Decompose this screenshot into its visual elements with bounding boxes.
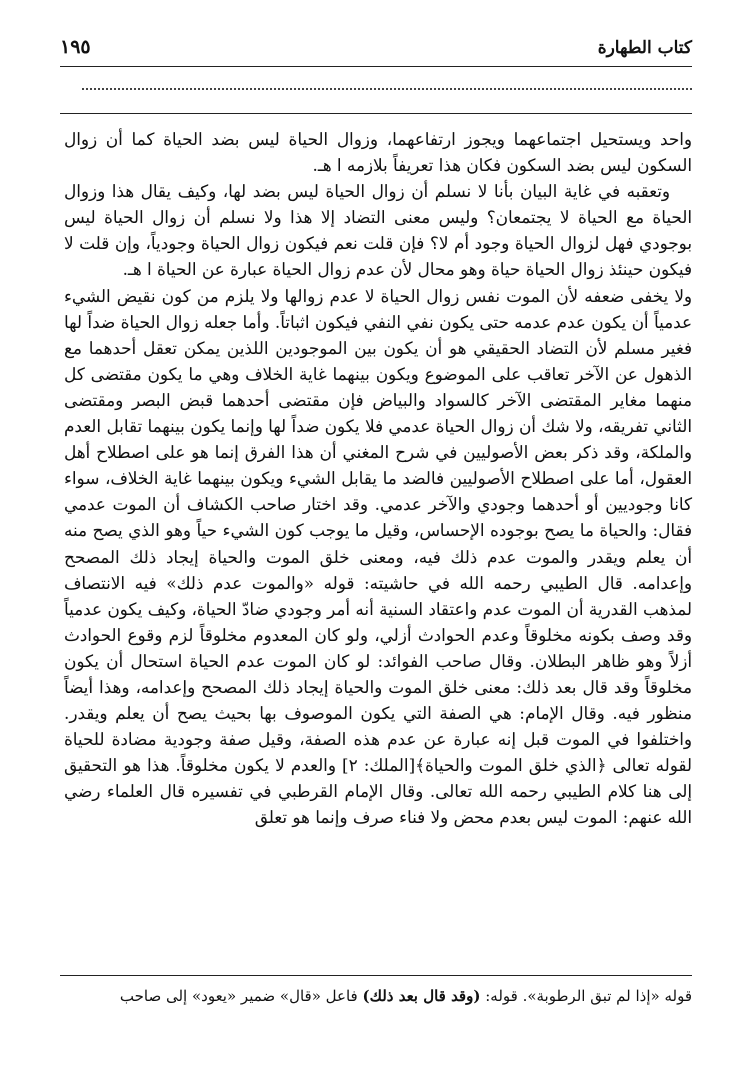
text-top-rule (60, 113, 692, 114)
page-number: ١٩٥ (60, 36, 91, 58)
header-rule (60, 66, 692, 67)
footnote-rest: فاعل «قال» ضمير «يعود» إلى صاحب (119, 987, 363, 1005)
footnote-quote: (وقد قال بعد ذلك) (362, 987, 481, 1005)
header-dotted-rule (82, 88, 692, 90)
footnote-rule (60, 975, 692, 976)
paragraph: ولا يخفى ضعفه لأن الموت نفس زوال الحياة لا عدم زوالها ولا يلزم من كون نقيض الشيء عدمياً أن يكون عدم عدمه حتى يكون نفي النفي فيكون اثباتاً. وأما جعله زوال الحياة ضداً لها فغير مسلم لأن التضاد الحقيقي هو أن يكون بين الموجودين اللذين يمكن تعقل أحدهما مع الذهول عن الآخر تعاقب على الموضوع ويكون بينهما غاية الخلاف وهي ما يكون مقتضى كل منهما مغاير المقتضى الآخر كالسواد والبياض فإن مقتضى أحدهما قبض البصر ومقتضى الثاني تفريقه، ولا شك أن زوال الحياة عدمي فلا يكون ضداً لها وإنما يكون بينهما تقابل العدم والملكة، وقد ذكر بعض الأصوليين في شرح المغني أن هذا الفرق إنما هو على اصطلاح أهل العقول، أما على اصطلاح الأصوليين فالضد ما يقابل الشيء ويكون بينهما غاية الخلاف، سواء كانا وجوديين أو أحدهما وجودي والآخر عدمي. وقد اختار صاحب الكشاف أن الموت عدمي فقال: والحياة ما يصح بوجوده الإحساس، وقيل ما يوجب كون الشيء حياً وهو الذي يصح منه أن يعلم ويقدر والموت عدم ذلك فيه، ومعنى خلق الموت والحياة إيجاد ذلك المصحح وإعدامه. قال الطيبي رحمه الله في حاشيته: قوله «والموت عدم ذلك» فيه الانتصاف لمذهب القدرية أن الموت عدم واعتقاد السنية أنه أمر وجودي ضادّ الحياة، وكيف يكون عدمياً وقد وصف بكونه مخلوقاً وعدم الحوادث أزلي، ولو كان المعدوم مخلوقاً لزم وقوع الحوادث أزلاً وهو ظاهر البطلان. وقال صاحب الفوائد: لو كان الموت عدم الحياة استحال أن يكون مخلوقاً وقد قال بعد ذلك: معنى خلق الموت والحياة إيجاد ذلك المصحح وإعدامه، وهذا أيضاً منظور فيه. وقال الإمام: هي الصفة التي يكون الموصوف بها بحيث يصح أن يعلم ويقدر. واختلفوا في الموت قبل إنه عبارة عن عدم هذه الصفة، وقيل صفة وجودية مضادة للحياة لقوله تعالى ﴿الذي خلق الموت والحياة﴾[الملك: ٢] والعدم لا يكون مخلوقاً. هذا هو التحقيق إلى هنا كلام الطيبي رحمه الله تعالى. وقال الإمام القرطبي في تفسيره قال العلماء رضي الله عنهم: الموت ليس بعدم محض ولا فناء صرف وإنما هو تعلق (64, 285, 692, 828)
footnote (64, 985, 692, 1007)
footnote-lead: قوله «إذا لم تبق الرطوبة». قوله: (480, 987, 692, 1005)
main-text (64, 126, 692, 831)
page-header (60, 34, 692, 64)
running-title: كتاب الطهارة (597, 38, 692, 58)
paragraph: وتعقبه في غاية البيان بأنا لا نسلم أن زوال الحياة ليس بضد لها، وكيف يقال هذا وزوال الحياة مع الحياة لا يجتمعان؟ وليس معنى التضاد إلا هذا ولا نسلم أن زوال الحياة ليس بوجودي فهل لزوال الحياة وجود أم لا؟ فإن قلت نعم فيكون زوال الحياة وجودياً، وإن قلت لا فيكون حينئذ زوال الحياة حياة وهو محال لأن عدم زوال الحياة عبارة عن الحياة ا هـ. (64, 181, 692, 280)
paragraph: واحد ويستحيل اجتماعهما ويجوز ارتفاعهما، وزوال الحياة ليس بضد الحياة كما أن زوال السكون ليس بضد السكون فكان هذا تعريفاً بلازمه ا هـ. (64, 129, 692, 176)
